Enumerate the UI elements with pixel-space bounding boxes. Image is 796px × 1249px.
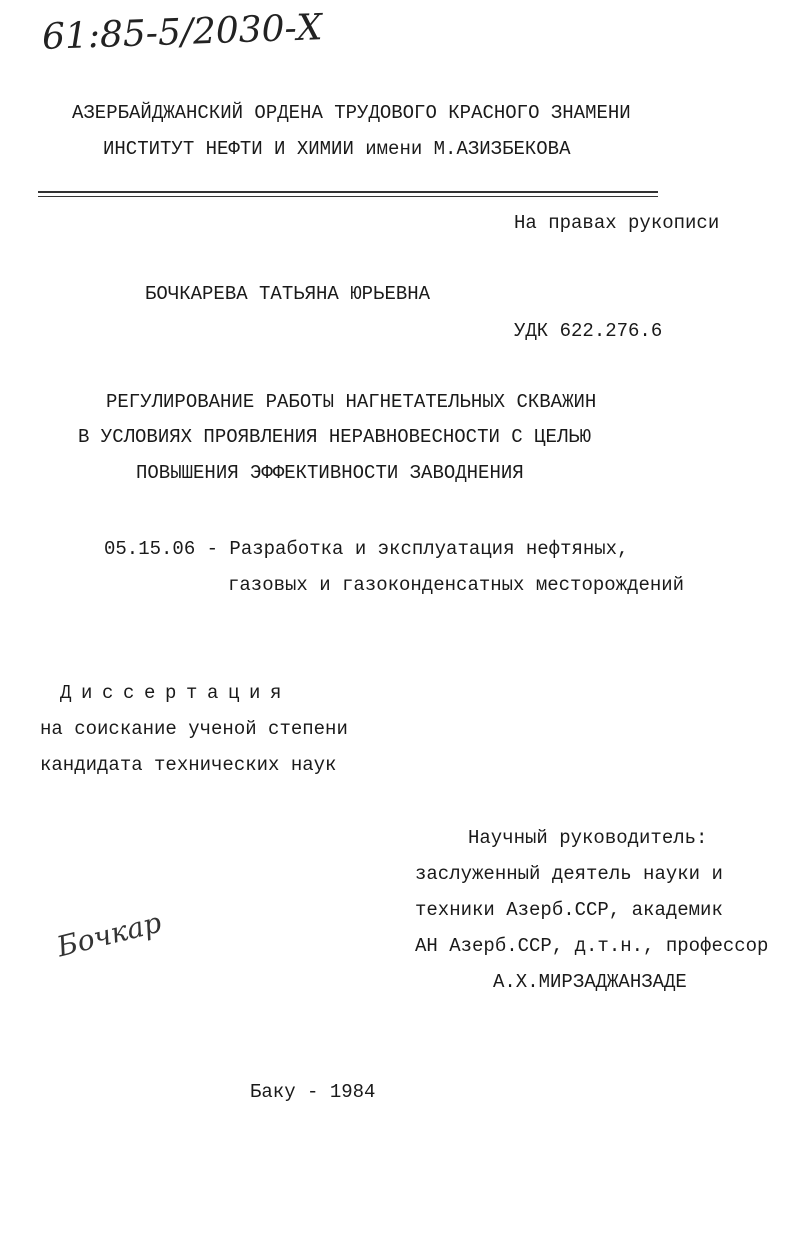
institute-line-2: ИНСТИТУТ НЕФТИ И ХИМИИ имени М.АЗИЗБЕКОВА (103, 138, 571, 160)
rights-notice: На правах рукописи (514, 212, 720, 234)
degree-line-3: кандидата технических наук (40, 754, 337, 776)
institute-line-1: АЗЕРБАЙДЖАНСКИЙ ОРДЕНА ТРУДОВОГО КРАСНОГО ЗНАМЕНИ (72, 102, 631, 124)
supervisor-label: Научный руководитель: (468, 827, 708, 849)
title-line-1: РЕГУЛИРОВАНИЕ РАБОТЫ НАГНЕТАТЕЛЬНЫХ СКВАЖИН (106, 391, 597, 413)
place-year: Баку - 1984 (250, 1081, 376, 1103)
supervisor-line-4: АН Азерб.ССР, д.т.н., профессор (415, 935, 769, 957)
title-line-3: ПОВЫШЕНИЯ ЭФФЕКТИВНОСТИ ЗАВОДНЕНИЯ (136, 462, 524, 484)
specialty-line-1: 05.15.06 - Разработка и эксплуатация нефтяных, (104, 538, 629, 560)
author-name: БОЧКАРЕВА ТАТЬЯНА ЮРЬЕВНА (145, 283, 431, 305)
archive-mark: 61:85-5/2030-Х (41, 7, 323, 58)
supervisor-name: А.Х.МИРЗАДЖАНЗАДЕ (493, 971, 687, 993)
udk-code: УДК 622.276.6 (514, 320, 663, 342)
header-divider-secondary (38, 196, 658, 197)
supervisor-line-2: заслуженный деятель науки и (415, 863, 723, 885)
degree-heading: Диссертация (60, 682, 292, 704)
specialty-line-2: газовых и газоконденсатных месторождений (228, 574, 685, 596)
title-line-2: В УСЛОВИЯХ ПРОЯВЛЕНИЯ НЕРАВНОВЕСНОСТИ С ЦЕЛЬЮ (78, 426, 592, 448)
header-divider (38, 191, 658, 193)
degree-line-2: на соискание ученой степени (40, 718, 348, 740)
supervisor-line-3: техники Азерб.ССР, академик (415, 899, 723, 921)
author-signature: Бочкар (53, 905, 165, 964)
